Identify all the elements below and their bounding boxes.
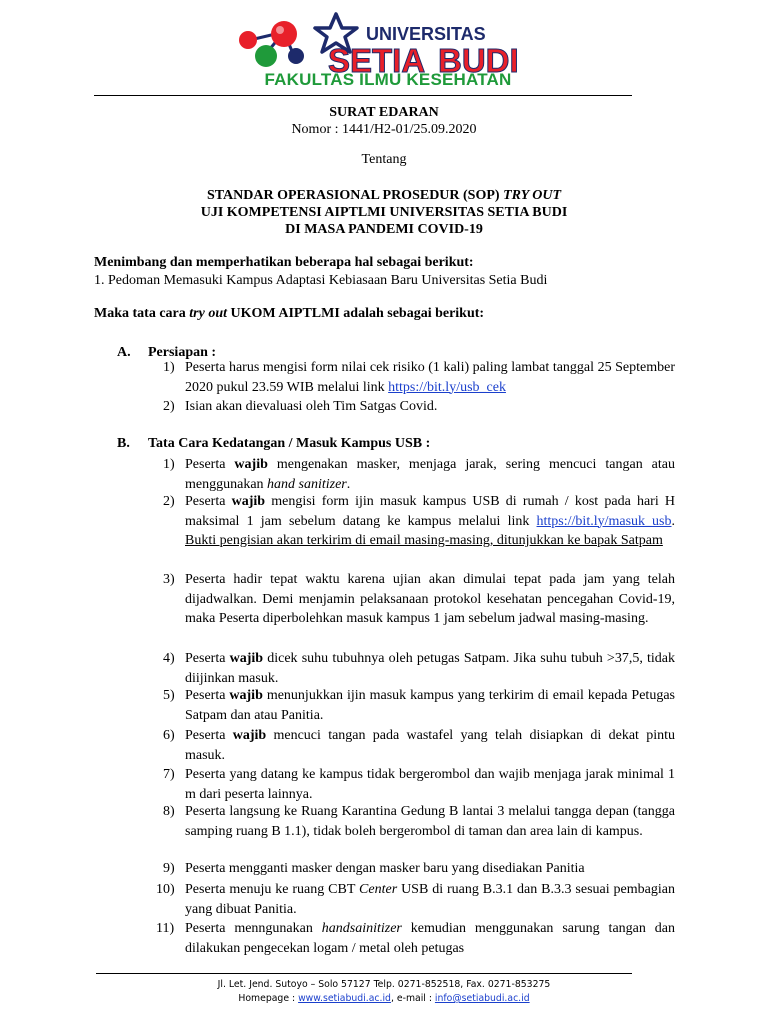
- title-line-1: STANDAR OPERASIONAL PROSEDUR (SOP) TRY OUT: [206, 188, 562, 203]
- considering-heading: Menimbang dan memperhatikan beberapa hal sebagai berikut:: [94, 255, 474, 270]
- link-masuk-usb[interactable]: https://bit.ly/masuk_usb: [536, 513, 672, 529]
- section-b-title: Tata Cara Kedatangan / Masuk Kampus USB :: [148, 436, 431, 451]
- section-b-item-2: Peserta wajib mengisi form ijin masuk kampus USB di rumah / kost pada hari H maksimal 1 jam sebelum datang ke kampus melalui link https://bit.ly/masuk_usb. Bukti pengisian akan terkirim di email masing-masing, ditunjukkan ke bapak Satpam: [185, 494, 675, 548]
- title-line-2: UJI KOMPETENSI AIPTLMI UNIVERSITAS SETIA BUDI: [200, 205, 568, 220]
- section-b-item-11-number: 11): [156, 921, 175, 936]
- section-b-item-7-number: 7): [163, 767, 175, 782]
- section-b-item-1-number: 1): [163, 457, 175, 472]
- section-b-letter: B.: [117, 436, 130, 451]
- logo-word-right: BUDI: [438, 42, 519, 76]
- title-line-3: DI MASA PANDEMI COVID-19: [285, 222, 483, 237]
- section-b-item-4-number: 4): [163, 651, 175, 666]
- homepage-link[interactable]: www.setiabudi.ac.id: [298, 993, 391, 1004]
- section-a-letter: A.: [117, 345, 131, 360]
- section-b-item-10-number: 10): [156, 882, 175, 897]
- footer-contact: Homepage : www.setiabudi.ac.id, e-mail : info@setiabudi.ac.id: [238, 993, 530, 1004]
- section-b-item-1: Peserta wajib mengenakan masker, menjaga jarak, sering mencuci tangan atau menggunakan hand sanitizer.: [185, 457, 675, 492]
- procedure-heading: Maka tata cara try out UKOM AIPTLMI adalah sebagai berikut:: [94, 306, 485, 321]
- letter-about: Tentang: [361, 152, 407, 167]
- section-b-item-4: Peserta wajib dicek suhu tubuhnya oleh petugas Satpam. Jika suhu tubuh >37,5, tidak diijinkan masuk.: [185, 651, 675, 686]
- footer-divider: [96, 973, 632, 974]
- section-b-item-2-number: 2): [163, 494, 175, 509]
- footer-address: Jl. Let. Jend. Sutoyo – Solo 57127 Telp. 0271-852518, Fax. 0271-853275: [217, 979, 551, 990]
- section-b-item-7: Peserta yang datang ke kampus tidak bergerombol dan wajib menjaga jarak minimal 1 m dari peserta lainnya.: [185, 767, 675, 802]
- logo-word-left: SETIA: [328, 42, 426, 76]
- section-b-item-3-number: 3): [163, 572, 175, 587]
- section-a-item-2-number: 2): [163, 399, 175, 414]
- section-b-item-9: Peserta mengganti masker dengan masker baru yang disediakan Panitia: [185, 861, 585, 876]
- section-b-item-9-number: 9): [163, 861, 175, 876]
- section-a-item-1-number: 1): [163, 360, 175, 375]
- section-b-item-5-number: 5): [163, 688, 175, 703]
- university-logo: [234, 10, 534, 76]
- section-b-item-8-number: 8): [163, 804, 175, 819]
- considering-item-1: 1. Pedoman Memasuki Kampus Adaptasi Kebiasaan Baru Universitas Setia Budi: [94, 273, 548, 288]
- section-a-item-2: Isian akan dievaluasi oleh Tim Satgas Covid.: [185, 399, 438, 414]
- letter-type: SURAT EDARAN: [329, 105, 439, 120]
- section-a-title: Persiapan :: [148, 345, 217, 360]
- section-b-item-6: Peserta wajib mencuci tangan pada wastafel yang telah disiapkan di dekat pintu masuk.: [185, 728, 675, 763]
- link-usb-cek[interactable]: https://bit.ly/usb_cek: [388, 379, 506, 395]
- section-b-item-6-number: 6): [163, 728, 175, 743]
- molecule-icon: [239, 21, 304, 67]
- logo-word-top: UNIVERSITAS: [366, 24, 486, 44]
- section-b-item-11: Peserta menngunakan handsainitizer kemudian menggunakan sarung tangan dan dilakukan pengecekan logam / metal oleh petugas: [185, 921, 675, 956]
- section-a-item-1: Peserta harus mengisi form nilai cek risiko (1 kali) paling lambat tanggal 25 September 2020 pukul 23.59 WIB melalui link https://bit.ly/usb_cek: [185, 360, 675, 395]
- letter-number: Nomor : 1441/H2-01/25.09.2020: [291, 122, 477, 137]
- section-b-item-5: Peserta wajib menunjukkan ijin masuk kampus yang terkirim di email kepada Petugas Satpam dan atau Panitia.: [185, 688, 675, 723]
- section-b-item-10: Peserta menuju ke ruang CBT Center USB di ruang B.3.1 dan B.3.3 sesuai pembagian yang dibuat Panitia.: [185, 882, 675, 917]
- email-link[interactable]: info@setiabudi.ac.id: [434, 993, 530, 1004]
- section-b-item-8: Peserta langsung ke Ruang Karantina Gedung B lantai 3 melalui tangga depan (tangga samping ruang B 1.1), tidak boleh bergerombol di taman dan area lain di kampus.: [185, 804, 675, 839]
- faculty-name: FAKULTAS ILMU KESEHATAN: [264, 70, 512, 89]
- header-divider: [94, 95, 632, 96]
- section-b-item-3: Peserta hadir tepat waktu karena ujian akan dimulai tepat pada jam yang telah dijadwalkan. Demi menjamin pelaksanaan protokol kesehatan pencegahan Covid-19, maka Peserta diperbolehkan masuk kampus 1 jam sebelum jadwal masing-masing.: [185, 572, 675, 626]
